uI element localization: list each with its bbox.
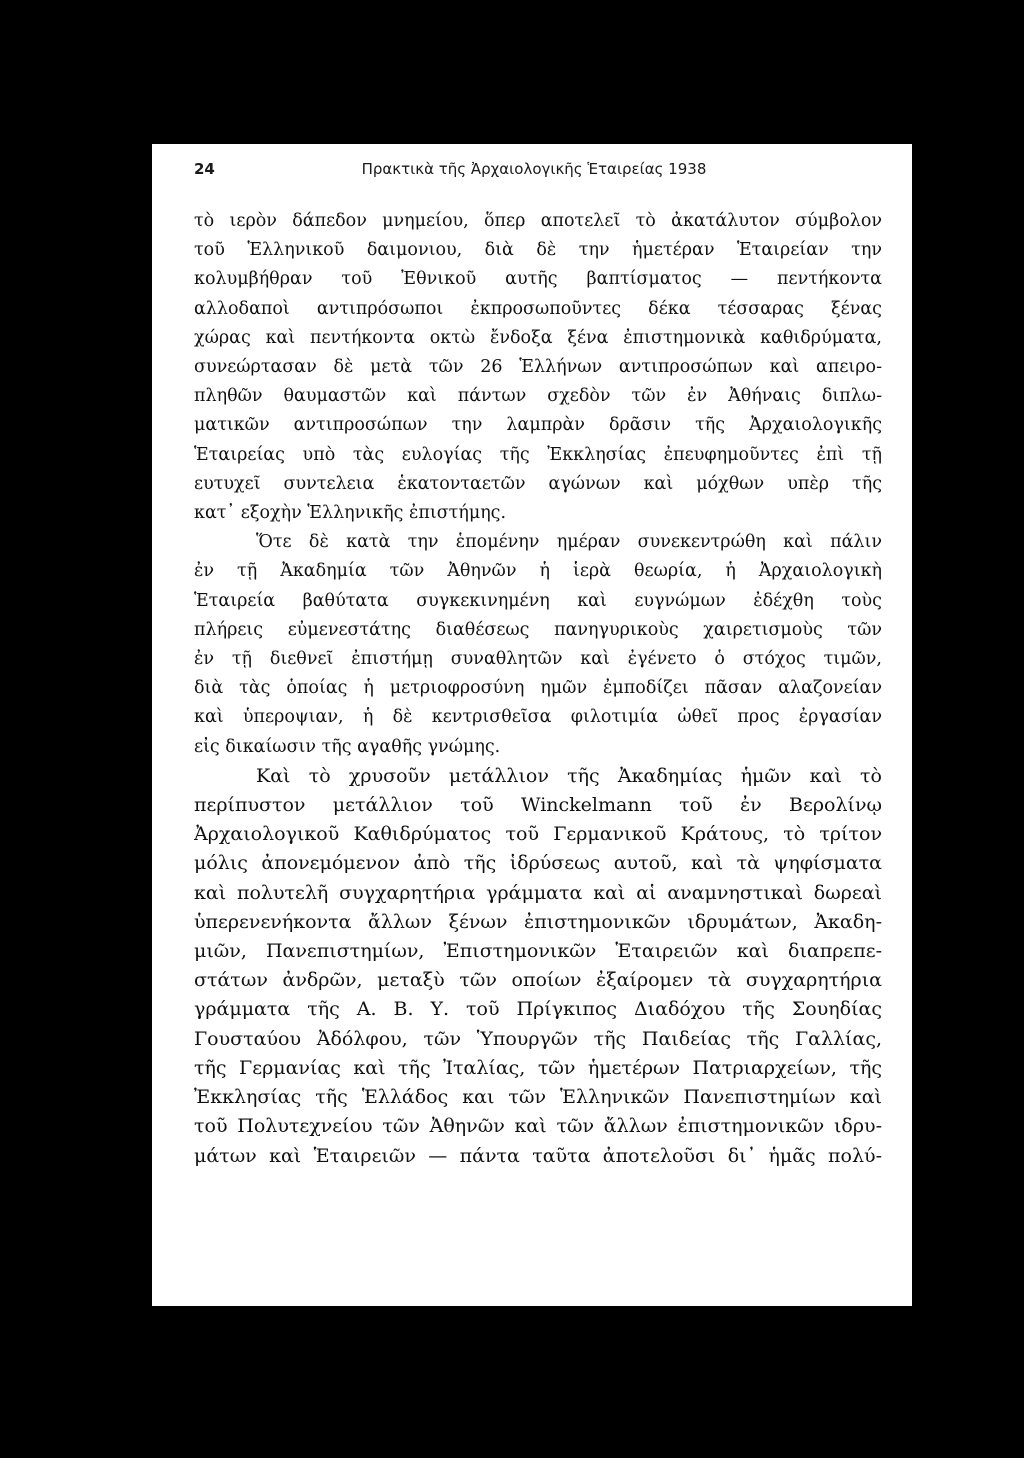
text-line: τοῦ Πολυτεχνείου τῶν Ἀθηνῶν καὶ τῶν ἄλλων ἐπιστημονικῶν ιδρυ- — [194, 1115, 882, 1138]
text-line: Ἐκκλησίας τῆς Ἑλλάδος και τῶν Ἑλληνικῶν Πανεπιστημίων καὶ — [194, 1086, 882, 1109]
text-line: ματικῶν αντιπροσώπων την λαμπρὰν δρᾶσιν τῆς Ἀρχαιολογικῆς — [194, 415, 882, 436]
text-line: χώρας καὶ πεντήκοντα οκτὼ ἔνδοξα ξένα ἐπιστημονικὰ καθιδρύματα, — [194, 327, 882, 348]
text-line: αλλοδαποὶ αντιπρόσωποι ἐκπροσωποῦντες δέκα τέσσαρας ξένας — [194, 298, 882, 319]
paragraph-3 — [194, 762, 882, 1171]
paragraph-1 — [194, 207, 882, 528]
page-number: 24 — [194, 160, 215, 178]
text-line: μόλις ἀπονεμόμενον ἀπὸ τῆς ἱδρύσεως αυτοῦ, καὶ τὰ ψηφίσματα — [194, 852, 882, 875]
text-line: ἐν τῇ διεθνεῖ ἐπιστήμῃ συναθλητῶν καὶ ἐγένετο ὁ στόχος τιμῶν, — [194, 649, 882, 670]
text-line: πλήρεις εὐμενεστάτης διαθέσεως πανηγυρικοὺς χαιρετισμοὺς τῶν — [194, 619, 882, 640]
text-line: μάτων καὶ Ἑταιρειῶν — πάντα ταῦτα ἀποτελοῦσι δι᾿ ἡμᾶς πολύ- — [194, 1144, 882, 1167]
text-line: καὶ ὑπεροψιαν, ἡ δὲ κεντρισθεῖσα φιλοτιμία ὠθεῖ προς ἐργασίαν — [194, 707, 882, 728]
text-line: Ὅτε δὲ κατὰ την ἑπομένην ημέραν συνεκεντρώθη καὶ πάλιν — [256, 532, 882, 553]
text-line: διὰ τὰς ὁποίας ἡ μετριοφροσύνη ημῶν ἐμποδίζει πᾶσαν αλαζονείαν — [194, 678, 882, 699]
paragraph-2 — [194, 528, 882, 762]
text-line: κολυμβήθραν τοῦ Ἐθνικοῦ αυτῆς βαπτίσματος — πεντήκοντα — [194, 269, 882, 290]
text-line: ὑπερενενήκοντα ἄλλων ξένων ἐπιστημονικῶν ιδρυμάτων, Ἀκαδη- — [194, 910, 882, 933]
text-line: μιῶν, Πανεπιστημίων, Ἐπιστημονικῶν Ἑταιρειῶν καὶ διαπρεπε- — [194, 940, 882, 963]
text-line: πληθῶν θαυμαστῶν καὶ πάντων σχεδὸν τῶν ἐν Ἀθήναις διπλω- — [194, 386, 882, 407]
text-line: εἰς δικαίωσιν τῆς αγαθῆς γνώμης. — [194, 736, 501, 757]
running-header — [194, 160, 874, 184]
running-title: Πρακτικὰ τῆς Ἀρχαιολογικῆς Ἑταιρείας 1938 — [361, 160, 707, 178]
text-line: στάτων ἀνδρῶν, μεταξὺ τῶν οποίων ἐξαίρομεν τὰ συγχαρητήρια — [194, 969, 882, 992]
text-line: καὶ πολυτελῆ συγχαρητήρια γράμματα καὶ αἱ αναμνηστικαὶ δωρεαὶ — [194, 881, 882, 904]
text-line: τὸ ιερὸν δάπεδον μνημείου, ὅπερ αποτελεῖ τὸ ἀκατάλυτον σύμβολον — [194, 211, 882, 231]
text-line: τῆς Γερμανίας καὶ τῆς Ἰταλίας, τῶν ἡμετέρων Πατριαρχείων, τῆς — [194, 1056, 882, 1079]
text-line: Ἑταιρείας υπὸ τὰς ευλογίας τῆς Ἐκκλησίας ἐπευφημοῦντες ἐπὶ τῇ — [194, 444, 882, 465]
text-line: Καὶ τὸ χρυσοῦν μετάλλιον τῆς Ἀκαδημίας ἡμῶν καὶ τὸ — [256, 764, 882, 787]
text-line: Ἑταιρεία βαθύτατα συγκεκινημένη καὶ ευγνώμων ἐδέχθη τοὺς — [194, 590, 882, 611]
text-line: συνεώρτασαν δὲ μετὰ τῶν 26 Ἑλλήνων αντιπροσώπων καὶ απειρο- — [194, 357, 882, 378]
text-line: ευτυχεῖ συντελεια ἑκατονταετῶν αγώνων καὶ μόχθων υπὲρ τῆς — [194, 473, 882, 494]
body-text — [194, 207, 882, 1171]
text-line: Γουσταύου Ἀδόλφου, τῶν Ὑπουργῶν τῆς Παιδείας τῆς Γαλλίας, — [194, 1027, 882, 1050]
text-line: περίπυστον μετάλλιον τοῦ Winckelmann τοῦ ἐν Βερολίνῳ — [194, 794, 882, 817]
text-line: γράμματα τῆς Α. Β. Υ. τοῦ Πρίγκιπος Διαδόχου τῆς Σουηδίας — [194, 998, 882, 1021]
text-line: ἐν τῇ Ἀκαδημία τῶν Ἀθηνῶν ἡ ἱερὰ θεωρία, ἡ Ἀρχαιολογικὴ — [194, 561, 882, 582]
text-line: Ἀρχαιολογικοῦ Καθιδρύματος τοῦ Γερμανικοῦ Κράτους, τὸ τρίτον — [194, 823, 882, 846]
text-line: τοῦ Ἑλληνικοῦ δαιμονιου, διὰ δὲ την ἡμετέραν Ἑταιρείαν την — [194, 240, 882, 261]
text-line: κατ᾿ εξοχὴν Ἑλληνικῆς ἐπιστήμης. — [194, 503, 507, 524]
